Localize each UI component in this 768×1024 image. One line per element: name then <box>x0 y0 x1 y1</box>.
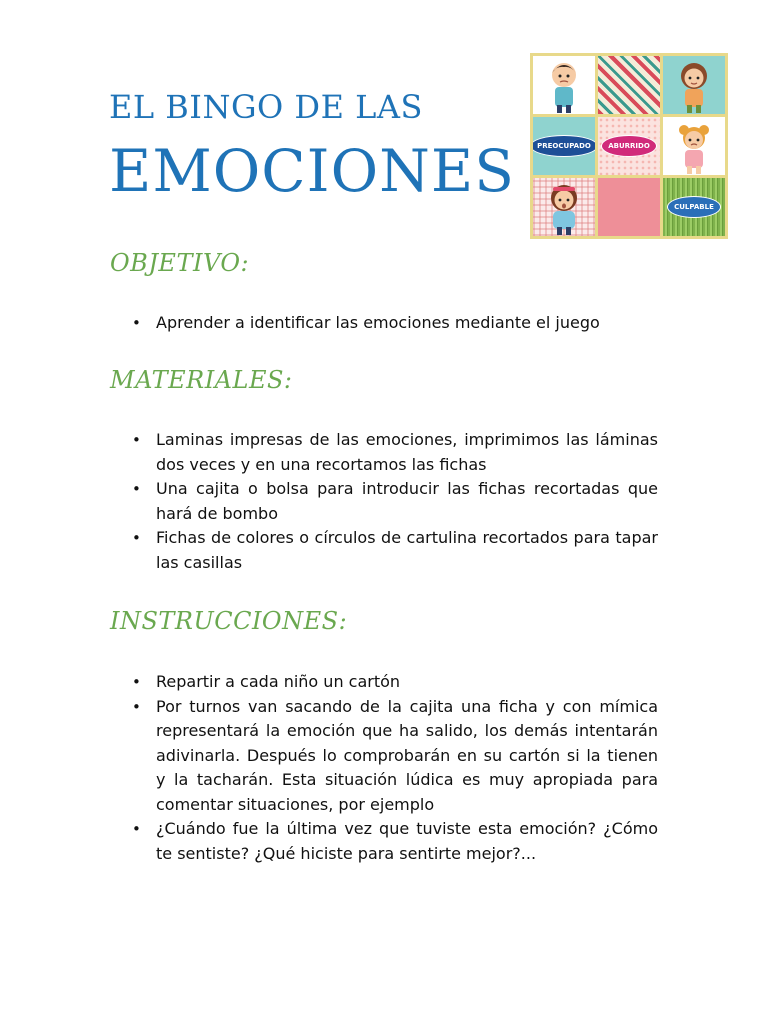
boy-illustration <box>541 57 587 113</box>
heading-objetivo: OBJETIVO: <box>110 249 250 277</box>
list-item: • Aprender a identificar las emociones mediante el juego <box>130 311 658 336</box>
girl-illustration <box>671 57 717 113</box>
list-item: • Fichas de colores o círculos de cartulina recortados para tapar las casillas <box>130 526 658 575</box>
list-objetivo <box>130 311 658 336</box>
list-materiales <box>130 428 658 575</box>
bingo-card-image <box>530 53 728 239</box>
aburrido-badge: ABURRIDO <box>601 135 657 157</box>
list-item: • Por turnos van sacando de la cajita una ficha y con mímica representará la emoción que ha salido, los demás intentarán adivinarla. Después lo comprobarán en su cartón si la tienen y la tacharán. Esta situación lúdica es muy apropiada para comentar situaciones, por ejemplo <box>130 695 658 818</box>
girl-illustration-2 <box>671 118 717 174</box>
culpable-badge: CULPABLE <box>667 196 721 218</box>
list-instrucciones <box>130 670 658 866</box>
bingo-cell-aburrido <box>598 117 660 175</box>
bingo-cell-girl <box>663 56 725 114</box>
girl-illustration-3 <box>541 179 587 235</box>
list-item: • Laminas impresas de las emociones, imprimimos las láminas dos veces y en una recortamos las fichas <box>130 428 658 477</box>
list-item: • Repartir a cada niño un cartón <box>130 670 658 695</box>
heading-materiales: MATERIALES: <box>110 366 293 394</box>
heading-instrucciones: INSTRUCCIONES: <box>110 607 348 635</box>
bingo-cell-girl-3 <box>533 178 595 236</box>
bingo-cell-culpable <box>663 178 725 236</box>
bingo-cell-boy <box>533 56 595 114</box>
bingo-cell-pattern <box>598 56 660 114</box>
document-title-line2: EMOCIONES <box>109 137 515 205</box>
bingo-cell-girl-2 <box>663 117 725 175</box>
preocupado-badge: PREOCUPADO <box>533 135 595 157</box>
list-item: • Una cajita o bolsa para introducir las fichas recortadas que hará de bombo <box>130 477 658 526</box>
document-title-line1: EL BINGO DE LAS <box>109 88 423 126</box>
bingo-cell-blank <box>598 178 660 236</box>
list-item: • ¿Cuándo fue la última vez que tuviste esta emoción? ¿Cómo te sentiste? ¿Qué hiciste para sentirte mejor?... <box>130 817 658 866</box>
bingo-cell-preocupado <box>533 117 595 175</box>
